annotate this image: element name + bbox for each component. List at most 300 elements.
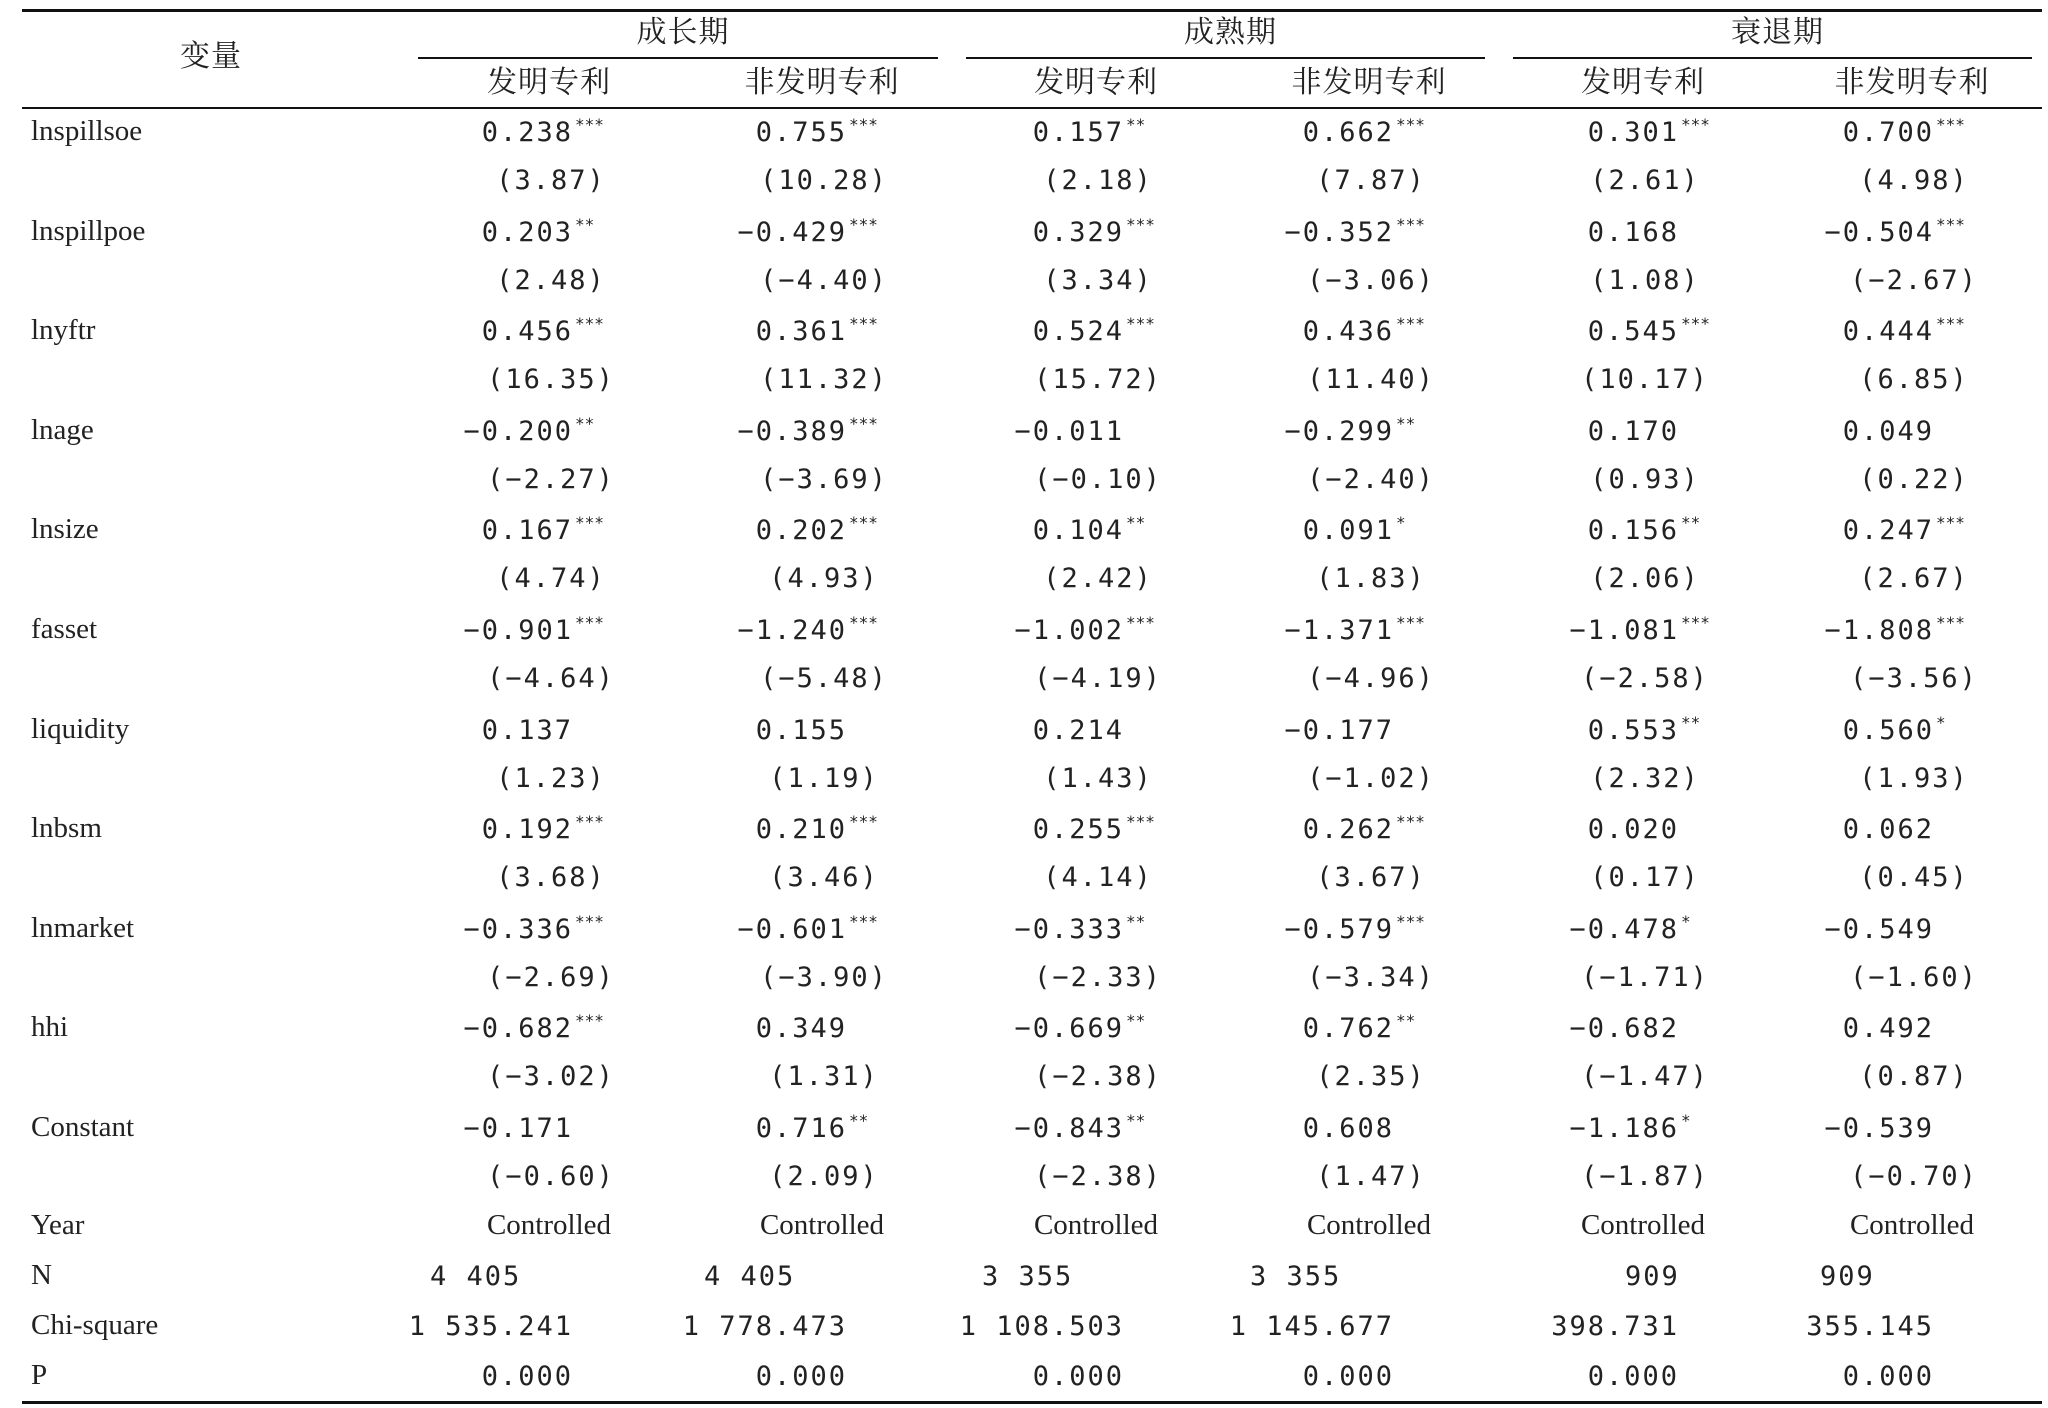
coefficient-value: 0.524 <box>1032 316 1124 347</box>
t-statistic-cell: (−2.69) <box>487 962 615 993</box>
significance-stars: *** <box>575 812 604 831</box>
coefficient-cell <box>1194 115 1425 150</box>
coefficient-cell <box>373 513 604 548</box>
coefficient-value: 0.436 <box>1302 316 1394 347</box>
coefficient-value: 0.238 <box>481 117 573 148</box>
coefficient-cell <box>924 115 1146 150</box>
t-statistic-cell: (−2.58) <box>1581 663 1709 694</box>
coefficient-value: 0.203 <box>481 217 573 248</box>
significance-stars: *** <box>1936 613 1965 632</box>
significance-stars: ** <box>1396 1011 1416 1030</box>
coefficient-value: 0.155 <box>755 715 847 746</box>
t-statistic-cell: (−4.96) <box>1307 663 1435 694</box>
row-variable-name: liquidity <box>31 713 130 745</box>
group-header: 成长期 <box>636 15 730 50</box>
coefficient-value: −1.081 <box>1569 615 1679 646</box>
group-underline <box>966 57 1485 59</box>
coefficient-cell <box>1194 314 1425 349</box>
footer-value: 1 108.503 <box>959 1311 1124 1342</box>
coefficient-cell <box>1479 314 1710 349</box>
t-statistic-cell: (10.28) <box>760 165 888 196</box>
coefficient-value: 0.091 <box>1302 515 1394 546</box>
significance-stars: ** <box>1126 115 1146 134</box>
coefficient-value: −0.011 <box>1014 416 1124 447</box>
coefficient-cell <box>1734 613 1965 648</box>
t-statistic-cell: (1.31) <box>769 1061 879 1092</box>
coefficient-value: −0.352 <box>1284 217 1394 248</box>
coefficient-cell <box>1734 314 1965 349</box>
significance-stars: *** <box>575 513 604 532</box>
significance-stars: *** <box>1681 613 1710 632</box>
coefficient-cell <box>1734 415 1934 449</box>
t-statistic-cell: (0.22) <box>1859 464 1969 495</box>
coefficient-value: 0.662 <box>1302 117 1394 148</box>
table-top-rule <box>22 9 2042 12</box>
footer-value: Controlled <box>1033 1209 1159 1241</box>
significance-stars: *** <box>849 115 878 134</box>
significance-stars: ** <box>1126 513 1146 532</box>
row-variable-name: hhi <box>31 1011 69 1043</box>
group-header: 衰退期 <box>1731 15 1824 50</box>
footer-value: 1 535.241 <box>408 1311 573 1342</box>
t-statistic-cell: (4.14) <box>1043 862 1153 893</box>
coefficient-value: −0.901 <box>463 615 573 646</box>
header-bottom-rule <box>22 107 2042 109</box>
significance-stars: *** <box>849 812 878 831</box>
coefficient-value: 0.755 <box>755 117 847 148</box>
coefficient-value: 0.553 <box>1587 715 1679 746</box>
t-statistic-cell: (−2.38) <box>1034 1161 1162 1192</box>
coefficient-cell <box>647 812 878 847</box>
coefficient-cell <box>1734 115 1965 150</box>
t-statistic-cell: (−4.19) <box>1034 663 1162 694</box>
t-statistic-cell: (−2.40) <box>1307 464 1435 495</box>
subcolumn-header: 发明专利 <box>1034 65 1158 100</box>
coefficient-cell <box>647 513 878 548</box>
footer-value: Controlled <box>759 1209 885 1241</box>
t-statistic-cell: (−1.02) <box>1307 763 1435 794</box>
significance-stars: *** <box>1396 115 1425 134</box>
coefficient-cell <box>1479 415 1679 449</box>
footer-value: 0.000 <box>755 1361 847 1392</box>
coefficient-cell <box>924 215 1155 250</box>
footer-value: 4 405 <box>430 1261 522 1292</box>
footer-value: 0.000 <box>1032 1361 1124 1392</box>
significance-stars: *** <box>1126 314 1155 333</box>
t-statistic-cell: (1.43) <box>1043 763 1153 794</box>
coefficient-value: −0.389 <box>737 416 847 447</box>
coefficient-value: −0.336 <box>463 914 573 945</box>
coefficient-value: 0.262 <box>1302 814 1394 845</box>
coefficient-cell <box>924 613 1155 648</box>
t-statistic-cell: (−0.70) <box>1850 1161 1978 1192</box>
t-statistic-cell: (2.18) <box>1043 165 1153 196</box>
significance-stars: ** <box>1126 1011 1146 1030</box>
variable-header: 变量 <box>180 39 242 74</box>
t-statistic-cell: (2.42) <box>1043 563 1153 594</box>
t-statistic-cell: (−2.38) <box>1034 1061 1162 1092</box>
t-statistic-cell: (−3.34) <box>1307 962 1435 993</box>
footer-row-name: Chi-square <box>31 1309 159 1341</box>
significance-stars: *** <box>1936 513 1965 532</box>
coefficient-value: −0.669 <box>1014 1013 1124 1044</box>
t-statistic-cell: (2.32) <box>1590 763 1700 794</box>
coefficient-value: 0.167 <box>481 515 573 546</box>
coefficient-cell <box>1734 1112 1934 1146</box>
coefficient-cell <box>1194 513 1406 548</box>
coefficient-cell <box>1479 912 1691 947</box>
significance-stars: ** <box>1396 414 1416 433</box>
footer-value: 398.731 <box>1551 1311 1679 1342</box>
coefficient-value: −0.171 <box>463 1113 573 1144</box>
row-variable-name: lnage <box>31 414 94 446</box>
t-statistic-cell: (4.98) <box>1859 165 1969 196</box>
coefficient-value: 0.762 <box>1302 1013 1394 1044</box>
coefficient-value: −0.478 <box>1569 914 1679 945</box>
t-statistic-cell: (−1.87) <box>1581 1161 1709 1192</box>
significance-stars: *** <box>1396 613 1425 632</box>
coefficient-cell <box>1734 215 1965 250</box>
coefficient-value: 0.049 <box>1842 416 1934 447</box>
coefficient-value: 0.170 <box>1587 416 1679 447</box>
t-statistic-cell: (−0.60) <box>487 1161 615 1192</box>
coefficient-value: −0.200 <box>463 416 573 447</box>
coefficient-cell <box>373 314 604 349</box>
coefficient-cell <box>1479 513 1701 548</box>
t-statistic-cell: (−1.47) <box>1581 1061 1709 1092</box>
coefficient-value: −0.333 <box>1014 914 1124 945</box>
significance-stars: *** <box>849 414 878 433</box>
t-statistic-cell: (−4.64) <box>487 663 615 694</box>
coefficient-cell <box>924 513 1146 548</box>
significance-stars: ** <box>849 1111 869 1130</box>
coefficient-value: 0.157 <box>1032 117 1124 148</box>
coefficient-value: −0.601 <box>737 914 847 945</box>
coefficient-cell <box>1479 216 1679 250</box>
t-statistic-cell: (3.67) <box>1316 862 1426 893</box>
table-bottom-rule <box>22 1401 2042 1404</box>
row-variable-name: fasset <box>31 613 98 645</box>
footer-value: Controlled <box>486 1209 612 1241</box>
t-statistic-cell: (2.67) <box>1859 563 1969 594</box>
coefficient-value: 0.560 <box>1842 715 1934 746</box>
coefficient-value: 0.349 <box>755 1013 847 1044</box>
subcolumn-header: 非发明专利 <box>744 65 900 100</box>
t-statistic-cell: (−4.40) <box>760 265 888 296</box>
coefficient-cell <box>647 314 878 349</box>
significance-stars: *** <box>1396 314 1425 333</box>
t-statistic-cell: (−2.27) <box>487 464 615 495</box>
coefficient-value: 0.329 <box>1032 217 1124 248</box>
significance-stars: * <box>1681 912 1691 931</box>
group-header: 成熟期 <box>1184 15 1277 50</box>
t-statistic-cell: (1.83) <box>1316 563 1426 594</box>
t-statistic-cell: (−3.06) <box>1307 265 1435 296</box>
row-variable-name: lnbsm <box>31 812 102 844</box>
t-statistic-cell: (4.74) <box>496 563 606 594</box>
footer-value: 0.000 <box>1302 1361 1394 1392</box>
significance-stars: *** <box>575 912 604 931</box>
t-statistic-cell: (1.08) <box>1590 265 1700 296</box>
coefficient-value: −0.682 <box>463 1013 573 1044</box>
row-variable-name: lnspillpoe <box>31 215 146 247</box>
coefficient-cell <box>1479 813 1679 847</box>
row-variable-name: lnyftr <box>31 314 96 346</box>
footer-value: Controlled <box>1580 1209 1706 1241</box>
significance-stars: ** <box>575 414 595 433</box>
coefficient-value: −1.002 <box>1014 615 1124 646</box>
coefficient-cell <box>1734 1012 1934 1046</box>
row-variable-name: Constant <box>31 1111 135 1143</box>
significance-stars: *** <box>575 613 604 632</box>
significance-stars: *** <box>849 314 878 333</box>
coefficient-cell <box>1194 414 1416 449</box>
coefficient-cell <box>373 613 604 648</box>
coefficient-value: 0.168 <box>1587 217 1679 248</box>
coefficient-cell <box>1479 613 1710 648</box>
coefficient-value: 0.608 <box>1302 1113 1394 1144</box>
coefficient-cell <box>1479 115 1710 150</box>
coefficient-cell <box>373 912 604 947</box>
significance-stars: *** <box>849 513 878 532</box>
footer-value: 1 145.677 <box>1229 1311 1394 1342</box>
significance-stars: *** <box>1396 912 1425 931</box>
coefficient-cell <box>647 714 847 748</box>
coefficient-cell <box>373 1112 573 1146</box>
coefficient-value: 0.545 <box>1587 316 1679 347</box>
t-statistic-cell: (2.06) <box>1590 563 1700 594</box>
coefficient-value: −1.186 <box>1569 1113 1679 1144</box>
coefficient-cell <box>1479 1111 1691 1146</box>
coefficient-value: 0.247 <box>1842 515 1934 546</box>
coefficient-value: 0.255 <box>1032 814 1124 845</box>
t-statistic-cell: (1.23) <box>496 763 606 794</box>
t-statistic-cell: (2.09) <box>769 1161 879 1192</box>
group-underline <box>1513 57 2032 59</box>
significance-stars: ** <box>1126 912 1146 931</box>
t-statistic-cell: (−1.71) <box>1581 962 1709 993</box>
coefficient-value: −0.843 <box>1014 1113 1124 1144</box>
coefficient-cell <box>1734 513 1965 548</box>
significance-stars: *** <box>1681 115 1710 134</box>
significance-stars: *** <box>1126 215 1155 234</box>
significance-stars: *** <box>1681 314 1710 333</box>
coefficient-cell <box>1194 215 1425 250</box>
coefficient-cell <box>373 215 595 250</box>
significance-stars: *** <box>1396 812 1425 831</box>
coefficient-cell <box>1479 1012 1679 1046</box>
footer-value: 4 405 <box>704 1261 796 1292</box>
t-statistic-cell: (−1.60) <box>1850 962 1978 993</box>
t-statistic-cell: (4.93) <box>769 563 879 594</box>
coefficient-cell <box>924 714 1124 748</box>
footer-value: 1 778.473 <box>682 1311 847 1342</box>
row-variable-name: lnsize <box>31 513 99 545</box>
subcolumn-header: 非发明专利 <box>1834 65 1990 100</box>
coefficient-cell <box>1194 912 1425 947</box>
significance-stars: ** <box>1126 1111 1146 1130</box>
significance-stars: *** <box>1936 314 1965 333</box>
footer-value: 909 <box>1625 1261 1680 1292</box>
coefficient-cell <box>1734 813 1934 847</box>
footer-value: 0.000 <box>481 1361 573 1392</box>
significance-stars: *** <box>575 314 604 333</box>
footer-value: Controlled <box>1306 1209 1432 1241</box>
t-statistic-cell: (16.35) <box>487 364 615 395</box>
coefficient-value: 0.492 <box>1842 1013 1934 1044</box>
footer-value: 0.000 <box>1842 1361 1934 1392</box>
coefficient-cell <box>1194 812 1425 847</box>
coefficient-cell <box>373 1011 604 1046</box>
coefficient-value: −1.808 <box>1824 615 1934 646</box>
coefficient-cell <box>373 812 604 847</box>
coefficient-value: −0.429 <box>737 217 847 248</box>
t-statistic-cell: (0.93) <box>1590 464 1700 495</box>
t-statistic-cell: (2.61) <box>1590 165 1700 196</box>
footer-row-name: P <box>31 1359 48 1391</box>
coefficient-value: 0.062 <box>1842 814 1934 845</box>
t-statistic-cell: (2.48) <box>496 265 606 296</box>
coefficient-value: 0.192 <box>481 814 573 845</box>
coefficient-cell <box>924 1011 1146 1046</box>
significance-stars: * <box>1681 1111 1691 1130</box>
coefficient-value: −0.504 <box>1824 217 1934 248</box>
t-statistic-cell: (2.35) <box>1316 1061 1426 1092</box>
significance-stars: ** <box>1681 513 1701 532</box>
footer-value: 3 355 <box>982 1261 1074 1292</box>
footer-row-name: Year <box>31 1209 85 1241</box>
coefficient-value: 0.104 <box>1032 515 1124 546</box>
significance-stars: * <box>1396 513 1406 532</box>
coefficient-value: −0.299 <box>1284 416 1394 447</box>
significance-stars: * <box>1936 713 1946 732</box>
coefficient-value: 0.700 <box>1842 117 1934 148</box>
t-statistic-cell: (6.85) <box>1859 364 1969 395</box>
coefficient-cell <box>647 414 878 449</box>
t-statistic-cell: (0.87) <box>1859 1061 1969 1092</box>
t-statistic-cell: (−2.67) <box>1850 265 1978 296</box>
coefficient-value: 0.444 <box>1842 316 1934 347</box>
significance-stars: *** <box>1126 812 1155 831</box>
coefficient-cell <box>1479 713 1701 748</box>
footer-value: 0.000 <box>1587 1361 1679 1392</box>
coefficient-cell <box>1194 714 1394 748</box>
t-statistic-cell: (−2.33) <box>1034 962 1162 993</box>
coefficient-value: −0.682 <box>1569 1013 1679 1044</box>
t-statistic-cell: (11.32) <box>760 364 888 395</box>
subcolumn-header: 非发明专利 <box>1291 65 1447 100</box>
coefficient-value: 0.716 <box>755 1113 847 1144</box>
coefficient-value: −1.371 <box>1284 615 1394 646</box>
t-statistic-cell: (−0.10) <box>1034 464 1162 495</box>
t-statistic-cell: (1.47) <box>1316 1161 1426 1192</box>
t-statistic-cell: (3.34) <box>1043 265 1153 296</box>
row-variable-name: lnmarket <box>31 912 135 944</box>
t-statistic-cell: (−3.56) <box>1850 663 1978 694</box>
group-underline <box>418 57 938 59</box>
significance-stars: *** <box>849 613 878 632</box>
significance-stars: *** <box>849 215 878 234</box>
t-statistic-cell: (−3.69) <box>760 464 888 495</box>
t-statistic-cell: (3.46) <box>769 862 879 893</box>
t-statistic-cell: (1.93) <box>1859 763 1969 794</box>
coefficient-cell <box>647 215 878 250</box>
significance-stars: *** <box>1936 215 1965 234</box>
significance-stars: *** <box>575 115 604 134</box>
coefficient-cell <box>373 714 573 748</box>
coefficient-cell <box>924 1111 1146 1146</box>
footer-value: Controlled <box>1849 1209 1975 1241</box>
coefficient-cell <box>373 414 595 449</box>
coefficient-value: 0.214 <box>1032 715 1124 746</box>
footer-value: 3 355 <box>1250 1261 1342 1292</box>
coefficient-cell <box>1194 1112 1394 1146</box>
footer-value: 355.145 <box>1806 1311 1934 1342</box>
significance-stars: *** <box>849 912 878 931</box>
coefficient-value: 0.301 <box>1587 117 1679 148</box>
coefficient-cell <box>647 912 878 947</box>
coefficient-value: 0.202 <box>755 515 847 546</box>
coefficient-cell <box>924 415 1124 449</box>
coefficient-value: 0.137 <box>481 715 573 746</box>
significance-stars: *** <box>1126 613 1155 632</box>
coefficient-value: −0.539 <box>1824 1113 1934 1144</box>
coefficient-cell <box>924 912 1146 947</box>
t-statistic-cell: (11.40) <box>1307 364 1435 395</box>
coefficient-value: 0.156 <box>1587 515 1679 546</box>
t-statistic-cell: (1.19) <box>769 763 879 794</box>
coefficient-cell <box>1734 913 1934 947</box>
coefficient-cell <box>924 314 1155 349</box>
significance-stars: *** <box>575 1011 604 1030</box>
t-statistic-cell: (0.17) <box>1590 862 1700 893</box>
coefficient-cell <box>647 1012 847 1046</box>
coefficient-value: 0.456 <box>481 316 573 347</box>
coefficient-cell <box>924 812 1155 847</box>
significance-stars: *** <box>1396 215 1425 234</box>
coefficient-value: −0.177 <box>1284 715 1394 746</box>
coefficient-value: −1.240 <box>737 615 847 646</box>
subcolumn-header: 发明专利 <box>1581 65 1705 100</box>
t-statistic-cell: (−3.90) <box>760 962 888 993</box>
coefficient-value: 0.210 <box>755 814 847 845</box>
t-statistic-cell: (3.68) <box>496 862 606 893</box>
subcolumn-header: 发明专利 <box>487 65 611 100</box>
coefficient-value: −0.579 <box>1284 914 1394 945</box>
t-statistic-cell: (7.87) <box>1316 165 1426 196</box>
coefficient-cell <box>373 115 604 150</box>
t-statistic-cell: (10.17) <box>1581 364 1709 395</box>
coefficient-value: −0.549 <box>1824 914 1934 945</box>
significance-stars: ** <box>1681 713 1701 732</box>
t-statistic-cell: (−3.02) <box>487 1061 615 1092</box>
t-statistic-cell: (−5.48) <box>760 663 888 694</box>
coefficient-value: 0.020 <box>1587 814 1679 845</box>
coefficient-cell <box>1734 713 1946 748</box>
coefficient-cell <box>1194 613 1425 648</box>
significance-stars: ** <box>575 215 595 234</box>
footer-row-name: N <box>31 1259 52 1291</box>
t-statistic-cell: (0.45) <box>1859 862 1969 893</box>
footer-value: 909 <box>1820 1261 1875 1292</box>
coefficient-cell <box>647 1111 869 1146</box>
significance-stars: *** <box>1936 115 1965 134</box>
coefficient-value: 0.361 <box>755 316 847 347</box>
coefficient-cell <box>1194 1011 1416 1046</box>
t-statistic-cell: (15.72) <box>1034 364 1162 395</box>
t-statistic-cell: (3.87) <box>496 165 606 196</box>
row-variable-name: lnspillsoe <box>31 115 143 147</box>
